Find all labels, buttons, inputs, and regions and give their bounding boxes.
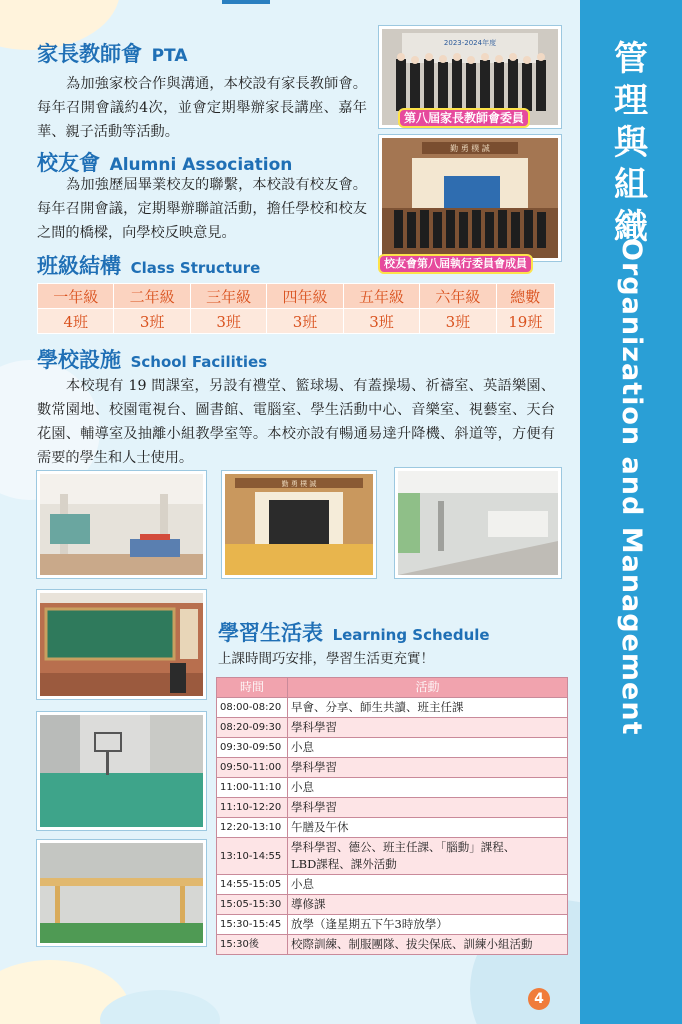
schedule-activity: 導修課 <box>288 895 568 915</box>
page-number: 4 <box>528 988 550 1010</box>
schedule-time: 12:20-13:10 <box>217 818 288 838</box>
schedule-time: 15:30後 <box>217 935 288 955</box>
alumni-photo <box>379 135 561 261</box>
class-header-cell: 六年級 <box>420 284 496 309</box>
schedule-col-activity: 活動 <box>288 678 568 698</box>
class-header-cell: 三年級 <box>190 284 266 309</box>
table-row <box>217 838 568 875</box>
table-row <box>217 798 568 818</box>
class-header-cell: 總數 <box>496 284 554 309</box>
facility-photo-covered-playground <box>37 471 206 578</box>
table-row <box>217 778 568 798</box>
schedule-col-time: 時間 <box>217 678 288 698</box>
schedule-time: 15:05-15:30 <box>217 895 288 915</box>
class-structure-value-row <box>38 309 555 334</box>
pta-body: 為加強家校合作與溝通，本校設有家長教師會。每年召開會議約4次，並會定期舉辦家長講座、嘉年華、親子活動等活動。 <box>37 76 367 140</box>
schedule-activity: 午膳及午休 <box>288 818 568 838</box>
schedule-activity-line: LBD課程、課外活動 <box>291 857 397 871</box>
sidebar-title-glyph: 組 <box>614 165 648 205</box>
table-row <box>217 738 568 758</box>
schedule-activity-line: 學科學習、德公、班主任課、「腦動」課程、 <box>291 840 516 854</box>
class-header-cell: 二年級 <box>114 284 190 309</box>
class-structure-heading <box>37 250 260 280</box>
schedule-time: 09:30-09:50 <box>217 738 288 758</box>
pta-heading <box>37 38 187 68</box>
sidebar-title-cn <box>580 38 682 248</box>
sidebar-title-cn-glyphs <box>580 38 682 248</box>
class-structure-title-en: Class Structure <box>130 259 261 277</box>
schedule-activity: 學科學習 <box>288 718 568 738</box>
facilities-heading <box>37 344 267 374</box>
alumni-photo-image <box>382 138 558 258</box>
sidebar-title-glyph: 理 <box>614 81 648 121</box>
schedule-activity: 早會、分享、師生共讀、班主任課 <box>288 698 568 718</box>
class-value-cell: 19班 <box>496 309 554 334</box>
class-value-cell: 3班 <box>343 309 419 334</box>
table-row <box>217 698 568 718</box>
pta-banner-text: 2023-2024年度 <box>443 39 497 47</box>
class-header-cell: 一年級 <box>38 284 114 309</box>
schedule-title-en: Learning Schedule <box>332 626 490 644</box>
schedule-activity: 學科學習 <box>288 798 568 818</box>
facilities-title-cn: 學校設施 <box>37 348 121 372</box>
sidebar-title-glyph: 與 <box>614 123 648 163</box>
alumni-body: 為加強歷屆畢業校友的聯繫，本校設有校友會。每年召開會議，定期舉辦聯誼活動，擔任學校和校友之間的橋樑，向學校反映意見。 <box>37 177 367 241</box>
class-header-cell: 四年級 <box>267 284 343 309</box>
schedule-time: 11:10-12:20 <box>217 798 288 818</box>
schedule-activity: 校際訓練、制服團隊、拔尖保底、訓練小組活動 <box>288 935 568 955</box>
facility-photo-basketball-court <box>37 712 206 830</box>
class-value-cell: 3班 <box>190 309 266 334</box>
schedule-subtitle: 上課時間巧安排，學習生活更充實！ <box>218 651 434 667</box>
schedule-time: 14:55-15:05 <box>217 875 288 895</box>
schedule-time: 09:50-11:00 <box>217 758 288 778</box>
table-row <box>217 895 568 915</box>
schedule-activity: 放學（逢星期五下午3時放學） <box>288 915 568 935</box>
table-row <box>217 718 568 738</box>
sidebar-title-en: Organization and Management <box>616 238 647 736</box>
schedule-time: 08:20-09:30 <box>217 718 288 738</box>
schedule-activity: 小息 <box>288 875 568 895</box>
facility-photo-hall <box>222 471 376 578</box>
table-row <box>217 875 568 895</box>
pta-title-cn: 家長教師會 <box>37 42 142 66</box>
hall-stage-banner: 勤 勇 樸 誠 <box>281 480 317 488</box>
facilities-title-en: School Facilities <box>130 353 268 371</box>
facility-photo-classroom <box>37 590 206 699</box>
schedule-time: 08:00-08:20 <box>217 698 288 718</box>
facility-photo-ramp <box>395 468 561 578</box>
facility-photo-rooftop-garden <box>37 840 206 946</box>
alumni-stage-banner: 勤 勇 樸 誠 <box>450 144 490 153</box>
table-row <box>217 915 568 935</box>
schedule-heading <box>218 617 490 647</box>
sidebar-title-glyph: 織 <box>614 207 648 247</box>
sidebar-title-glyph: 管 <box>614 39 648 79</box>
pta-title-en: PTA <box>151 46 188 66</box>
schedule-header-row <box>217 678 568 698</box>
alumni-title-cn: 校友會 <box>37 151 100 175</box>
alumni-photo-caption: 校友會第八屆執行委員會成員 <box>378 254 533 274</box>
sidebar <box>580 0 682 1024</box>
schedule-activity <box>288 838 568 875</box>
class-value-cell: 4班 <box>38 309 114 334</box>
class-value-cell: 3班 <box>114 309 190 334</box>
class-structure-table <box>37 283 555 334</box>
schedule-time: 13:10-14:55 <box>217 838 288 875</box>
class-structure-header-row <box>38 284 555 309</box>
schedule-activity: 小息 <box>288 778 568 798</box>
table-row <box>217 935 568 955</box>
alumni-title-en: Alumni Association <box>109 155 293 175</box>
facilities-body: 本校現有 19 間課室，另設有禮堂、籃球場、有蓋操場、祈禱室、英語樂園、數常園地、校園電視台、圖書館、電腦室、學生活動中心、音樂室、視藝室、天台花園、輔導室及抽離小組教學室等。本校亦設有暢通易達升降機、斜道等，方便有需要的學生和人士使用。 <box>37 378 555 466</box>
schedule-title-cn: 學習生活表 <box>218 621 323 645</box>
schedule-time: 15:30-15:45 <box>217 915 288 935</box>
schedule-activity: 學科學習 <box>288 758 568 778</box>
schedule-time: 11:00-11:10 <box>217 778 288 798</box>
schedule-table <box>216 677 568 955</box>
top-tab-marker <box>222 0 270 4</box>
class-header-cell: 五年級 <box>343 284 419 309</box>
class-structure-title-cn: 班級結構 <box>37 254 121 278</box>
table-row <box>217 818 568 838</box>
class-value-cell: 3班 <box>267 309 343 334</box>
class-value-cell: 3班 <box>420 309 496 334</box>
schedule-activity: 小息 <box>288 738 568 758</box>
pta-photo-caption: 第八屆家長教師會委員 <box>398 108 530 128</box>
table-row <box>217 758 568 778</box>
